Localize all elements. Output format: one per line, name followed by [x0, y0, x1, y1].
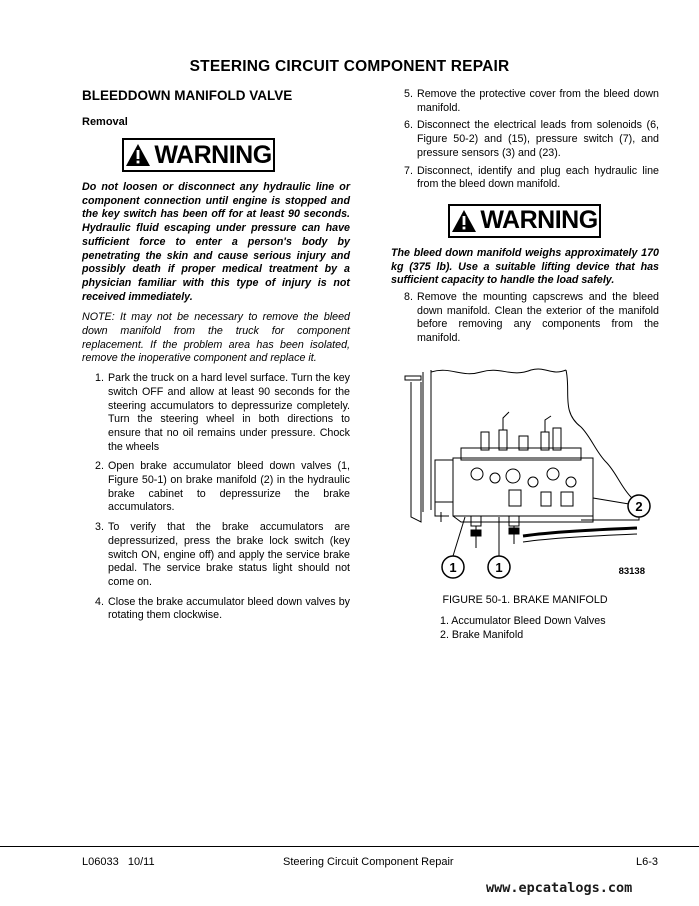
left-column [82, 88, 350, 629]
warning-banner-right [448, 204, 601, 238]
step-item: 8. Remove the mounting capscrews and the bleed down manifold. Clean the exterior of the manifold before removing any components from the manifold. [404, 291, 659, 345]
warning-triangle-icon [451, 209, 477, 233]
step-item: 1. Park the truck on a hard level surface. Turn the key switch OFF and allow at least 90 seconds for the steering accumulators to depressurize completely. Turn the steering wheel in both directions to ensure that no oil remains under pressure. Chock the wheels [95, 372, 350, 453]
page-title: STEERING CIRCUIT COMPONENT REPAIR [189, 58, 510, 75]
figure-caption: FIGURE 50-1. BRAKE MANIFOLD [442, 593, 608, 606]
step-item: 3. To verify that the brake accumulators are depressurized, press the brake lock switch (key switch ON, engine off) and apply the service brake pedal. The service brake status light should not come on. [95, 521, 350, 588]
footer-rule [0, 846, 699, 847]
step-item: 5. Remove the protective cover from the bleed down manifold. [404, 88, 659, 114]
footer-section: Steering Circuit Component Repair [283, 856, 454, 868]
weight-warning-text: The bleed down manifold weighs approximately 170 kg (375 lb). Use a suitable lifting device that has sufficient capacity to handle the load safely. [391, 246, 659, 287]
callout-2 [628, 495, 650, 517]
callout-1b [488, 556, 510, 578]
steps-list-right-b [391, 291, 659, 346]
warning-label: WARNING [480, 206, 598, 235]
legend-item: 1. Accumulator Bleed Down Valves [440, 614, 606, 627]
warning-triangle-icon [125, 143, 151, 167]
step-item: 4. Close the brake accumulator bleed down valves by rotating them clockwise. [95, 595, 350, 622]
svg-text:1: 1 [495, 559, 503, 575]
note-text: NOTE: It may not be necessary to remove the bleed down manifold from the truck for component replacement. If the problem area has been isolated, remove the inoperative component and replace it. [82, 311, 350, 365]
steps-list-right-a [391, 88, 659, 192]
warning-banner-left [122, 138, 275, 172]
svg-text:2: 2 [635, 498, 643, 514]
footer-page-number: L6-3 [636, 856, 659, 868]
steps-list-left [82, 372, 350, 623]
svg-text:1: 1 [449, 559, 457, 575]
right-column [391, 88, 659, 642]
removal-subhead: Removal [82, 116, 128, 128]
step-item: 2. Open brake accumulator bleed down valves (1, Figure 50-1) on brake manifold (2) in the hydraulic brake cabinet to depressurize the brake accumulators. [95, 460, 350, 514]
warning-label: WARNING [154, 140, 272, 169]
footer-doc-id: L06033 10/11 [82, 856, 155, 868]
step-item: 6. Disconnect the electrical leads from solenoids (6, Figure 50-2) and (15), pressure switch (7), and pressure sensors (3) and (23). [404, 119, 659, 159]
step-item: 7. Disconnect, identify and plug each hydraulic line from the bleed down manifold. [404, 164, 659, 191]
section-title: BLEEDDOWN MANIFOLD VALVE [82, 88, 293, 103]
site-watermark[interactable]: www.epcatalogs.com [486, 880, 633, 896]
drawing-number: 83138 [618, 565, 645, 577]
brake-manifold-illustration [391, 352, 659, 592]
callout-1a [442, 556, 464, 578]
legend-item: 2. Brake Manifold [440, 628, 524, 641]
figure-legend [391, 615, 659, 642]
warning-text: Do not loosen or disconnect any hydraulic line or component connection until engine is stopped and the key switch has been off for at least 90 seconds. Hydraulic fluid escaping under pressure can have sufficient force to enter a person's body by penetrating the skin and cause serious injury and possibly death if proper medical treatment by a physician familiar with this type of injury is not received immediately. [82, 181, 350, 303]
